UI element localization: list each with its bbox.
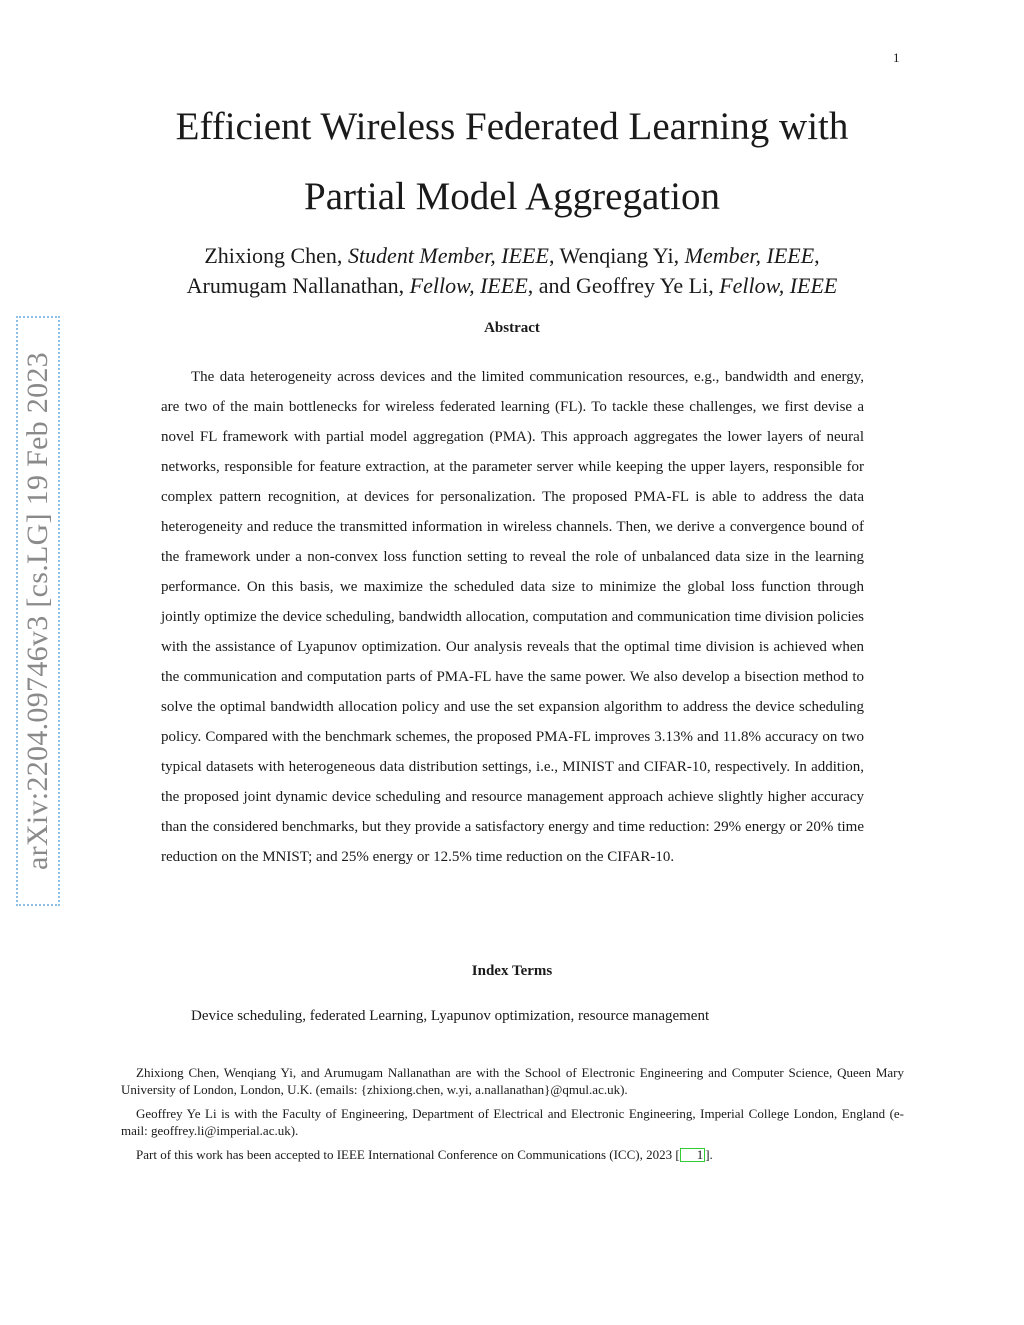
title-line-1: Efficient Wireless Federated Learning with — [175, 105, 849, 148]
footnotes — [121, 1064, 904, 1170]
footnote-affiliation-imperial: Geoffrey Ye Li is with the Faculty of Engineering, Department of Electrical and Electronic Engineering, Imperial College London, England (e-mail: geoffrey.li@imperial.ac.uk). — [121, 1106, 904, 1138]
abstract-text: The data heterogeneity across devices and the limited communication resources, e.g., bandwidth and energy, are two of the main bottlenecks for wireless federated learning (FL). To tackle these challenges, we first devise a novel FL framework with partial model aggregation (PMA). This approach aggregates the lower layers of neural networks, responsible for feature extraction, at the parameter server while keeping the upper layers, responsible for complex pattern recognition, at devices for personalization. The proposed PMA-FL is able to address the data heterogeneity and reduce the transmitted information in wireless channels. Then, we derive a convergence bound of the framework under a non-convex loss function setting to reveal the role of unbalanced data size in the learning performance. On this basis, we maximize the scheduled data size to minimize the global loss function through jointly optimize the device scheduling, bandwidth allocation, computation and communication time division policies with the assistance of Lyapunov optimization. Our analysis reveals that the optimal time division is achieved when the communication and computation parts of PMA-FL have the same power. We also develop a bisection method to solve the optimal bandwidth allocation policy and use the set expansion algorithm to address the device scheduling policy. Compared with the benchmark schemes, the proposed PMA-FL improves 3.13% and 11.8% accuracy on two typical datasets with heterogeneous data distribution settings, i.e., MINIST and CIFAR-10, respectively. In addition, the proposed joint dynamic device scheduling and resource management approach achieve slightly higher accuracy than the considered benchmarks, but they provide a satisfactory energy and time reduction: 29% energy or 20% time reduction on the MNIST; and 25% energy or 12.5% time reduction on the CIFAR-10. — [161, 369, 864, 865]
title-line-2: Partial Model Aggregation — [304, 175, 720, 218]
page-number: 1 — [893, 50, 900, 65]
paper-title — [100, 92, 924, 232]
author-list — [100, 241, 924, 301]
index-terms-text: Device scheduling, federated Learning, Lyapunov optimization, resource management — [191, 1008, 710, 1024]
author-3-role: Fellow, IEEE — [409, 273, 528, 298]
author-4-role: Fellow, IEEE — [719, 273, 838, 298]
arxiv-identifier-stamp[interactable]: arXiv:2204.09746v3 [cs.LG] 19 Feb 2023 — [16, 316, 60, 906]
author-4-name: , and Geoffrey Ye Li, — [527, 273, 720, 298]
footnote-conference-end: ]. — [705, 1147, 713, 1162]
author-separator: , — [814, 243, 820, 268]
footnote-conference — [121, 1146, 904, 1163]
citation-link[interactable]: 1 — [680, 1148, 706, 1162]
footnote-affiliation-qmul: Zhixiong Chen, Wenqiang Yi, and Arumugam Nallanathan are with the School of Electronic Engineering and Computer Science, Queen Mary University of London, London, U.K. (emails: {zhixiong.chen, w.yi, a.nallanathan}@qmul.ac.uk). — [121, 1065, 904, 1097]
author-1-name: Zhixiong Chen, — [204, 243, 348, 268]
author-1-role: Student Member, IEEE — [347, 243, 549, 268]
index-terms-heading: Index Terms — [471, 963, 553, 979]
author-3-name: Arumugam Nallanathan, — [186, 273, 410, 298]
author-2-role: Member, IEEE — [684, 243, 815, 268]
author-2-name: , Wenqiang Yi, — [548, 243, 685, 268]
footnote-conference-text: Part of this work has been accepted to IEEE International Conference on Communications (ICC), 2023 [ — [136, 1147, 680, 1162]
abstract-heading: Abstract — [484, 320, 540, 336]
